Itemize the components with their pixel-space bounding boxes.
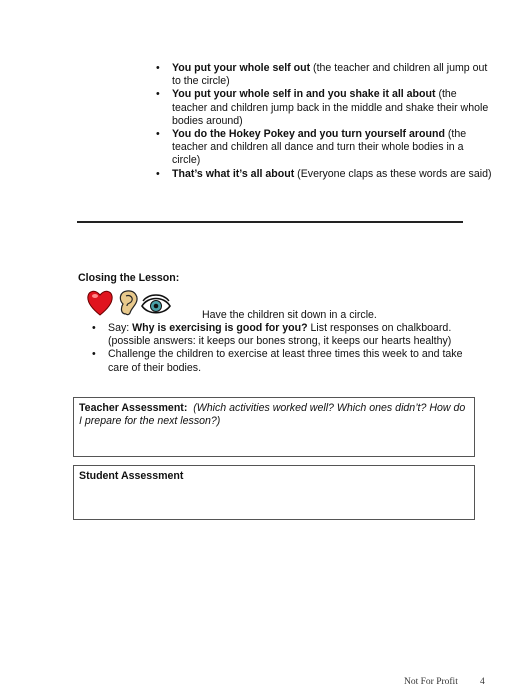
song-step xyxy=(156,168,494,181)
closing-heading: Closing the Lesson: xyxy=(78,272,180,284)
page-number: 4 xyxy=(480,677,485,687)
student-assessment-box xyxy=(73,465,475,520)
sit-instruction: Have the children sit down in a circle. xyxy=(202,309,377,321)
song-step-note: (the teacher and children all jump out to the circle) xyxy=(172,62,488,88)
footer-text: Not For Profit xyxy=(404,677,458,687)
song-step-action: You put your whole self in and you shake it all about xyxy=(172,88,436,101)
closing-steps-list xyxy=(92,322,484,375)
learning-style-icons xyxy=(86,288,202,318)
song-step xyxy=(156,88,494,128)
teacher-assessment-box xyxy=(73,397,475,457)
closing-step xyxy=(92,322,484,348)
closing-step xyxy=(92,348,484,374)
ear-icon xyxy=(120,291,137,315)
song-step-action: You do the Hokey Pokey and you turn yourself around xyxy=(172,128,445,141)
say-details: List responses on chalkboard. (possible answers: it keeps our bones strong, it keeps our hearts healthy) xyxy=(108,322,452,348)
song-step-action: You put your whole self out xyxy=(172,62,311,74)
say-prefix: Say: xyxy=(108,322,133,334)
song-step-action: That’s what it’s all about xyxy=(172,167,295,180)
teacher-assessment-label: Teacher Assessment: xyxy=(79,402,188,414)
song-step-note: (the teacher and children jump back in the middle and shake their whole bodies around) xyxy=(172,88,489,127)
section-divider xyxy=(77,221,463,223)
song-step xyxy=(156,62,494,88)
challenge-text: Challenge the children to exercise at least three times this week to and take care of their bodies. xyxy=(108,348,463,374)
eye-icon xyxy=(142,295,170,313)
teacher-assessment-prompt: (Which activities worked well? Which ones didn’t? How do I prepare for the next lesson?) xyxy=(79,402,466,428)
song-step-note: (Everyone claps as these words are said) xyxy=(294,167,492,180)
song-step xyxy=(156,128,494,168)
say-question: Why is exercising is good for you? xyxy=(132,322,308,334)
song-steps-list xyxy=(156,62,494,181)
student-assessment-label: Student Assessment xyxy=(79,470,184,482)
song-step-note: (the teacher and children all dance and turn their whole bodies in a circle) xyxy=(172,128,467,167)
heart-icon xyxy=(88,291,112,315)
